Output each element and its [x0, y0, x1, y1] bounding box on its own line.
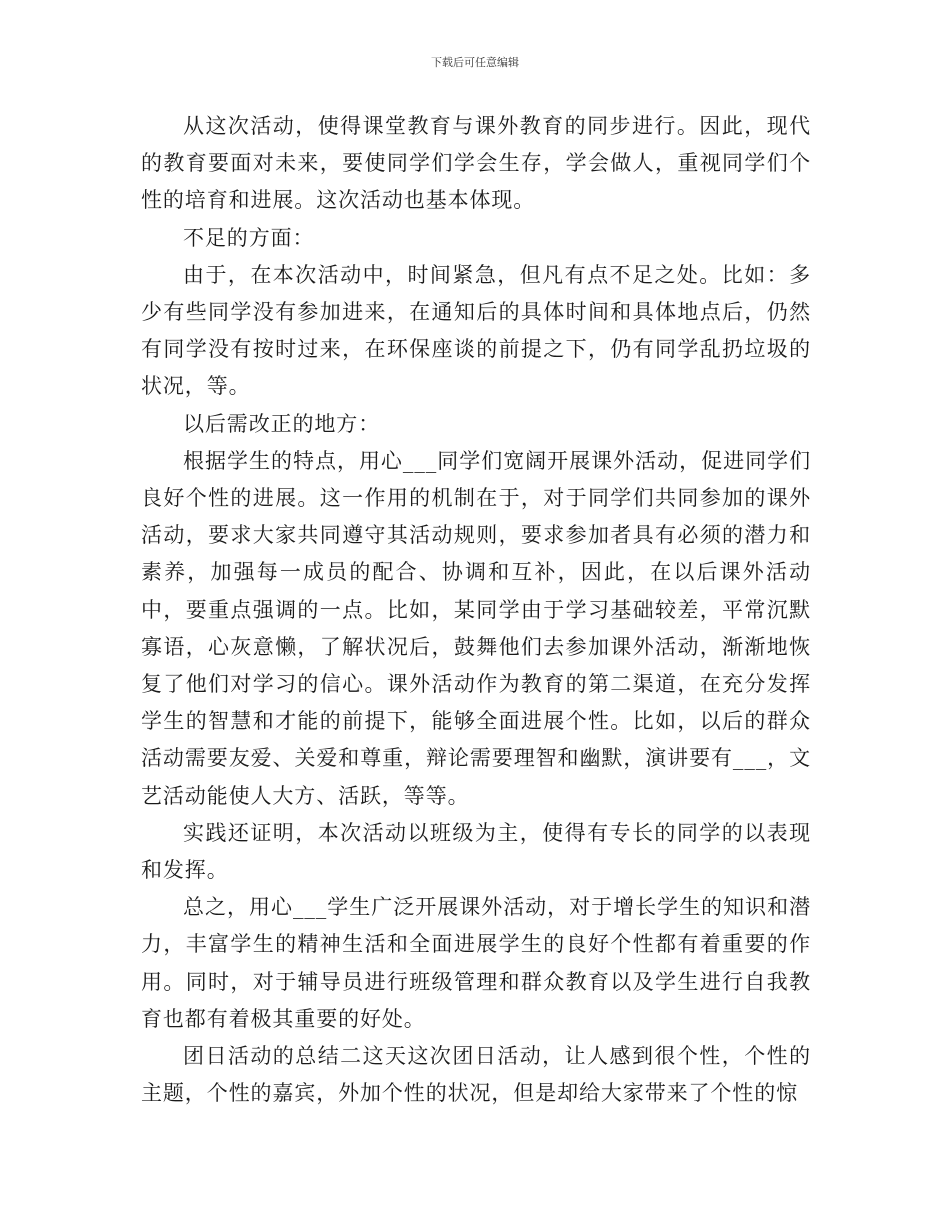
- paragraph-shortcomings: 由于，在本次活动中，时间紧急，但凡有点不足之处。比如：多少有些同学没有参加进来，在通知后的具体时间和具体地点后，仍然有同学没有按时过来，在环保座谈的前提之下，仍有同学乱扔垃圾的状况，等。: [141, 262, 811, 399]
- paragraph-improvements: 根据学生的特点，用心___同学们宽阔开展课外活动，促进同学们良好个性的进展。这一作用的机制在于，对于同学们共同参加的课外活动，要求大家共同遵守其活动规则，要求参加者具有必须的潜力和素养，加强每一成员的配合、协调和互补，因此，在以后课外活动中，要重点强调的一点。比如，某同学由于学习基础较差，平常沉默寡语，心灰意懒，了解状况后，鼓舞他们去参加课外活动，渐渐地恢复了他们对学习的信心。课外活动作为教育的第二渠道，在充分发挥学生的智慧和才能的前提下，能够全面进展个性。比如，以后的群众活动需要友爱、关爱和尊重，辩论需要理智和幽默，演讲要有___，文艺活动能使人大方、活跃，等等。: [141, 448, 811, 808]
- paragraph-activity-outcome: 从这次活动，使得课堂教育与课外教育的同步进行。因此，现代的教育要面对未来，要使同学们学会生存，学会做人，重视同学们个性的培育和进展。这次活动也基本体现。: [141, 114, 811, 213]
- page-header: 下载后可任意编辑: [431, 56, 519, 69]
- paragraph-summary-two: 团日活动的总结二这天这次团日活动，让人感到很个性，个性的主题，个性的嘉宾，外加个性的状况，但是却给大家带来了个性的惊: [141, 1044, 811, 1106]
- heading-shortcomings: 不足的方面：: [183, 225, 315, 250]
- paragraph-practice: 实践还证明，本次活动以班级为主，使得有专长的同学的以表现和发挥。: [141, 820, 811, 883]
- heading-improvements: 以后需改正的地方：: [183, 411, 381, 436]
- paragraph-conclusion: 总之，用心___学生广泛开展课外活动，对于增长学生的知识和潜力，丰富学生的精神生活和全面进展学生的良好个性都有着重要的作用。同时，对于辅导员进行班级管理和群众教育以及学生进行自我教育也都有着极其重要的好处。: [141, 895, 811, 1031]
- document-body: [141, 108, 811, 1112]
